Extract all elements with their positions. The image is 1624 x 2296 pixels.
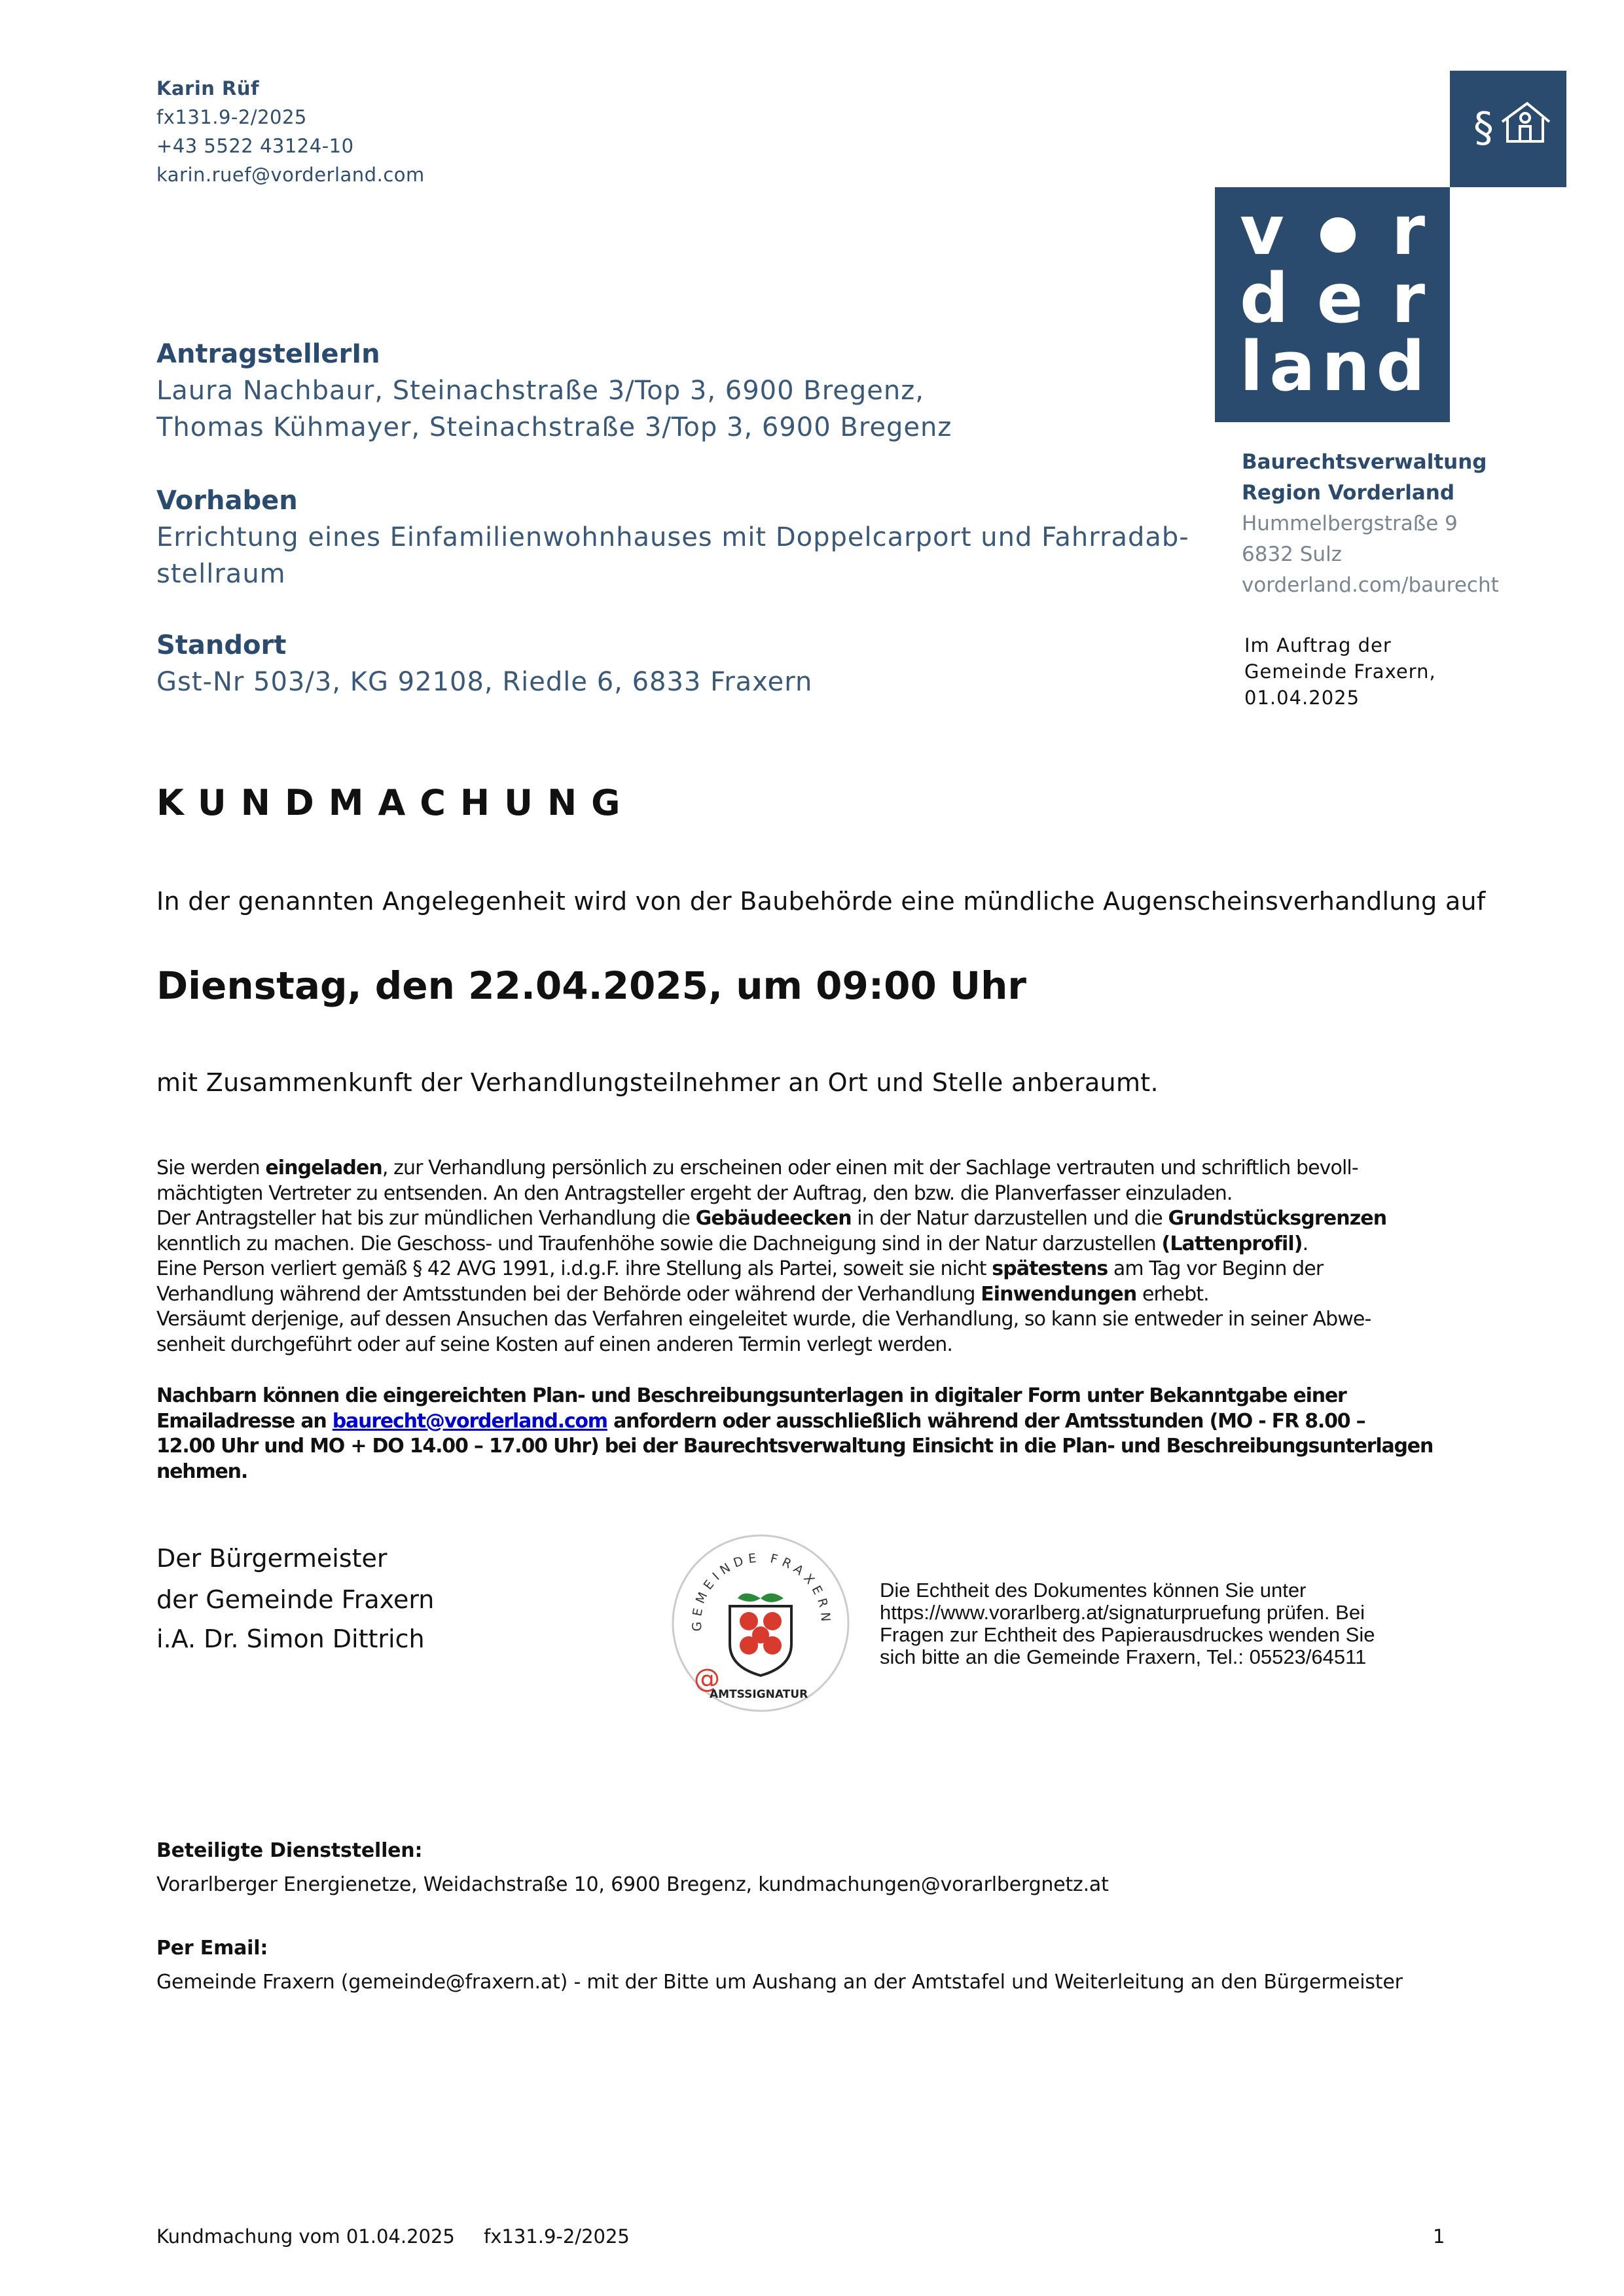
text-segment: 12.00 Uhr und MO + DO 14.00 – 17.00 Uhr) bei der Baurechtsverwaltung Einsicht in die Plan- und Beschreibungsunterlagen — [156, 1435, 1434, 1458]
logo-icon-square — [1450, 71, 1566, 187]
seal-ring-text: GEMEINDE FRAXERN — [689, 1551, 833, 1632]
svg-text:@: @ — [694, 1664, 720, 1694]
text-segment: kenntlich zu machen. Die Geschoss- und Traufenhöhe sowie die Dachneigung sind in der Natur darzustellen — [156, 1232, 1162, 1255]
text-line — [156, 1181, 1386, 1207]
text-line — [156, 1434, 1433, 1460]
commission-line: Gemeinde Fraxern, — [1244, 660, 1436, 683]
neighbors-paragraph — [156, 1384, 1433, 1484]
org-city: 6832 Sulz — [1242, 543, 1342, 566]
applicant-label: AntragstellerIn — [156, 339, 380, 369]
text-line — [156, 1232, 1386, 1257]
text-segment: . — [1302, 1232, 1308, 1255]
text-segment: Grundstücksgrenzen — [1168, 1207, 1387, 1230]
text-segment: senheit durchgeführt oder auf seine Kosten auf einen anderen Termin verlegt werden. — [156, 1333, 953, 1356]
text-segment: (Lattenprofil) — [1161, 1232, 1303, 1255]
page-number: 1 — [1433, 2225, 1445, 2248]
sender-name: Karin Rüf — [156, 77, 260, 99]
applicant-line: Laura Nachbaur, Steinachstraße 3/Top 3, 6900 Bregenz, — [156, 376, 924, 406]
text-segment: Eine Person verliert gemäß § 42 AVG 1991, i.d.g.F. ihre Stellung als Partei, soweit sie nicht — [156, 1257, 992, 1280]
text-segment: in der Natur darzustellen und die — [851, 1207, 1168, 1230]
text-line — [156, 1156, 1386, 1181]
sender-block — [156, 74, 425, 189]
logo-letters: v r d e r l a n d — [1240, 190, 1425, 406]
text-segment: , zur Verhandlung persönlich zu erscheinen oder einen mit der Sachlage vertrauten und schriftlich bevoll- — [382, 1157, 1358, 1179]
applicant-section — [156, 336, 952, 446]
org-web[interactable]: vorderland.com/baurecht — [1242, 573, 1499, 597]
text-segment: Sie werden — [156, 1157, 266, 1179]
text-line — [156, 1282, 1386, 1308]
sender-reference: fx131.9-2/2025 — [156, 106, 307, 128]
footer-reference: fx131.9-2/2025 — [484, 2225, 630, 2248]
agencies-label: Beteiligte Dienststellen: — [156, 1839, 423, 1862]
text-segment: mächtigten Vertreter zu entsenden. An den Antragsteller ergeht der Auftrag, den bzw. die Planverfasser einzuladen. — [156, 1181, 1233, 1205]
location-label: Standort — [156, 630, 287, 660]
text-segment: Gebäudeecken — [695, 1207, 852, 1230]
text-segment: am Tag vor Beginn der — [1108, 1257, 1324, 1280]
text-line — [156, 1384, 1433, 1409]
commission-date: 01.04.2025 — [1244, 687, 1360, 709]
footer-left: Kundmachung vom 01.04.2025 — [156, 2225, 455, 2248]
commission-line: Im Auftrag der — [1244, 634, 1392, 656]
project-section — [156, 482, 1189, 592]
intro-text: In der genannten Angelegenheit wird von der Baubehörde eine mündliche Augenscheinsverhandlung auf — [156, 887, 1486, 916]
authenticity-note — [880, 1579, 1375, 1668]
commission-block — [1244, 632, 1436, 711]
per-email-label: Per Email: — [156, 1937, 268, 1960]
signature-block — [156, 1538, 434, 1660]
per-email-section — [156, 1931, 1403, 2000]
email-link[interactable]: baurecht@vorderland.com — [332, 1409, 607, 1433]
text-line — [156, 1307, 1386, 1333]
applicant-line: Thomas Kühmayer, Steinachstraße 3/Top 3, 6900 Bregenz — [156, 412, 952, 442]
text-segment: Nachbarn können die eingereichten Plan- und Beschreibungsunterlagen in digitaler Form unter Bekanntgabe einer — [156, 1384, 1346, 1407]
text-segment: Versäumt derjenige, auf dessen Ansuchen das Verfahren eingeleitet wurde, die Verhandlung, so kann sie entweder in seiner Abwe- — [156, 1308, 1371, 1331]
project-label: Vorhaben — [156, 486, 298, 516]
text-segment: eingeladen — [265, 1157, 382, 1179]
text-segment: anfordern oder ausschließlich während der Amtsstunden (MO - FR 8.00 – — [607, 1409, 1365, 1433]
authenticity-line: https://www.vorarlberg.at/signaturpruefung prüfen. Bei — [880, 1601, 1365, 1624]
paragraph-house-icon — [1450, 71, 1566, 187]
hearing-date: Dienstag, den 22.04.2025, um 09:00 Uhr — [156, 963, 1026, 1008]
agencies-text: Vorarlberger Energienetze, Weidachstraße 10, 6900 Bregenz, kundmachungen@vorarlbergnetz.at — [156, 1873, 1109, 1896]
text-line — [156, 1257, 1386, 1282]
authenticity-line: Fragen zur Echtheit des Papierausdruckes wenden Sie — [880, 1623, 1375, 1646]
seal-badge: AMTSSIGNATUR — [710, 1688, 808, 1701]
official-seal — [669, 1533, 852, 1716]
text-line — [156, 1460, 1433, 1485]
signer-name: i.A. Dr. Simon Dittrich — [156, 1624, 425, 1653]
text-segment: erhebt. — [1136, 1282, 1209, 1306]
document-title: KUNDMACHUNG — [156, 782, 635, 823]
signature-municipality: der Gemeinde Fraxern — [156, 1585, 435, 1614]
sender-phone: +43 5522 43124-10 — [156, 135, 354, 157]
per-email-text: Gemeinde Fraxern (gemeinde@fraxern.at) - mit der Bitte um Aushang an der Amtstafel und Weiterleitung an den Bürgermeister — [156, 1971, 1403, 1994]
text-segment: Emailadresse an — [156, 1409, 333, 1433]
location-line: Gst-Nr 503/3, KG 92108, Riedle 6, 6833 Fraxern — [156, 667, 813, 697]
project-line: stellraum — [156, 559, 286, 589]
organization-block — [1242, 447, 1499, 601]
sender-email[interactable]: karin.ruef@vorderland.com — [156, 164, 425, 186]
signature-title: Der Bürgermeister — [156, 1544, 388, 1573]
org-street: Hummelbergstraße 9 — [1242, 512, 1458, 535]
svg-text:§: § — [1473, 103, 1494, 151]
text-segment: Einwendungen — [981, 1282, 1137, 1306]
text-line — [156, 1206, 1386, 1232]
text-line — [156, 1333, 1386, 1358]
org-line2: Region Vorderland — [1242, 481, 1455, 505]
body-paragraph — [156, 1156, 1386, 1357]
text-line — [156, 1409, 1433, 1435]
agencies-section — [156, 1834, 1109, 1902]
text-segment: Der Antragsteller hat bis zur mündlichen Verhandlung die — [156, 1207, 696, 1230]
authenticity-line: sich bitte an die Gemeinde Fraxern, Tel.: 05523/64511 — [880, 1645, 1367, 1668]
meeting-text: mit Zusammenkunft der Verhandlungsteilnehmer an Ort und Stelle anberaumt. — [156, 1068, 1159, 1097]
text-segment: nehmen. — [156, 1460, 248, 1483]
project-line: Errichtung eines Einfamilienwohnhauses mit Doppelcarport und Fahrradab- — [156, 522, 1189, 552]
org-line1: Baurechtsverwaltung — [1242, 450, 1487, 474]
text-segment: Verhandlung während der Amtsstunden bei der Behörde oder während der Verhandlung — [156, 1282, 981, 1306]
text-segment: spätestens — [992, 1257, 1108, 1280]
location-section — [156, 627, 812, 700]
authenticity-line: Die Echtheit des Dokumentes können Sie unter — [880, 1579, 1307, 1602]
